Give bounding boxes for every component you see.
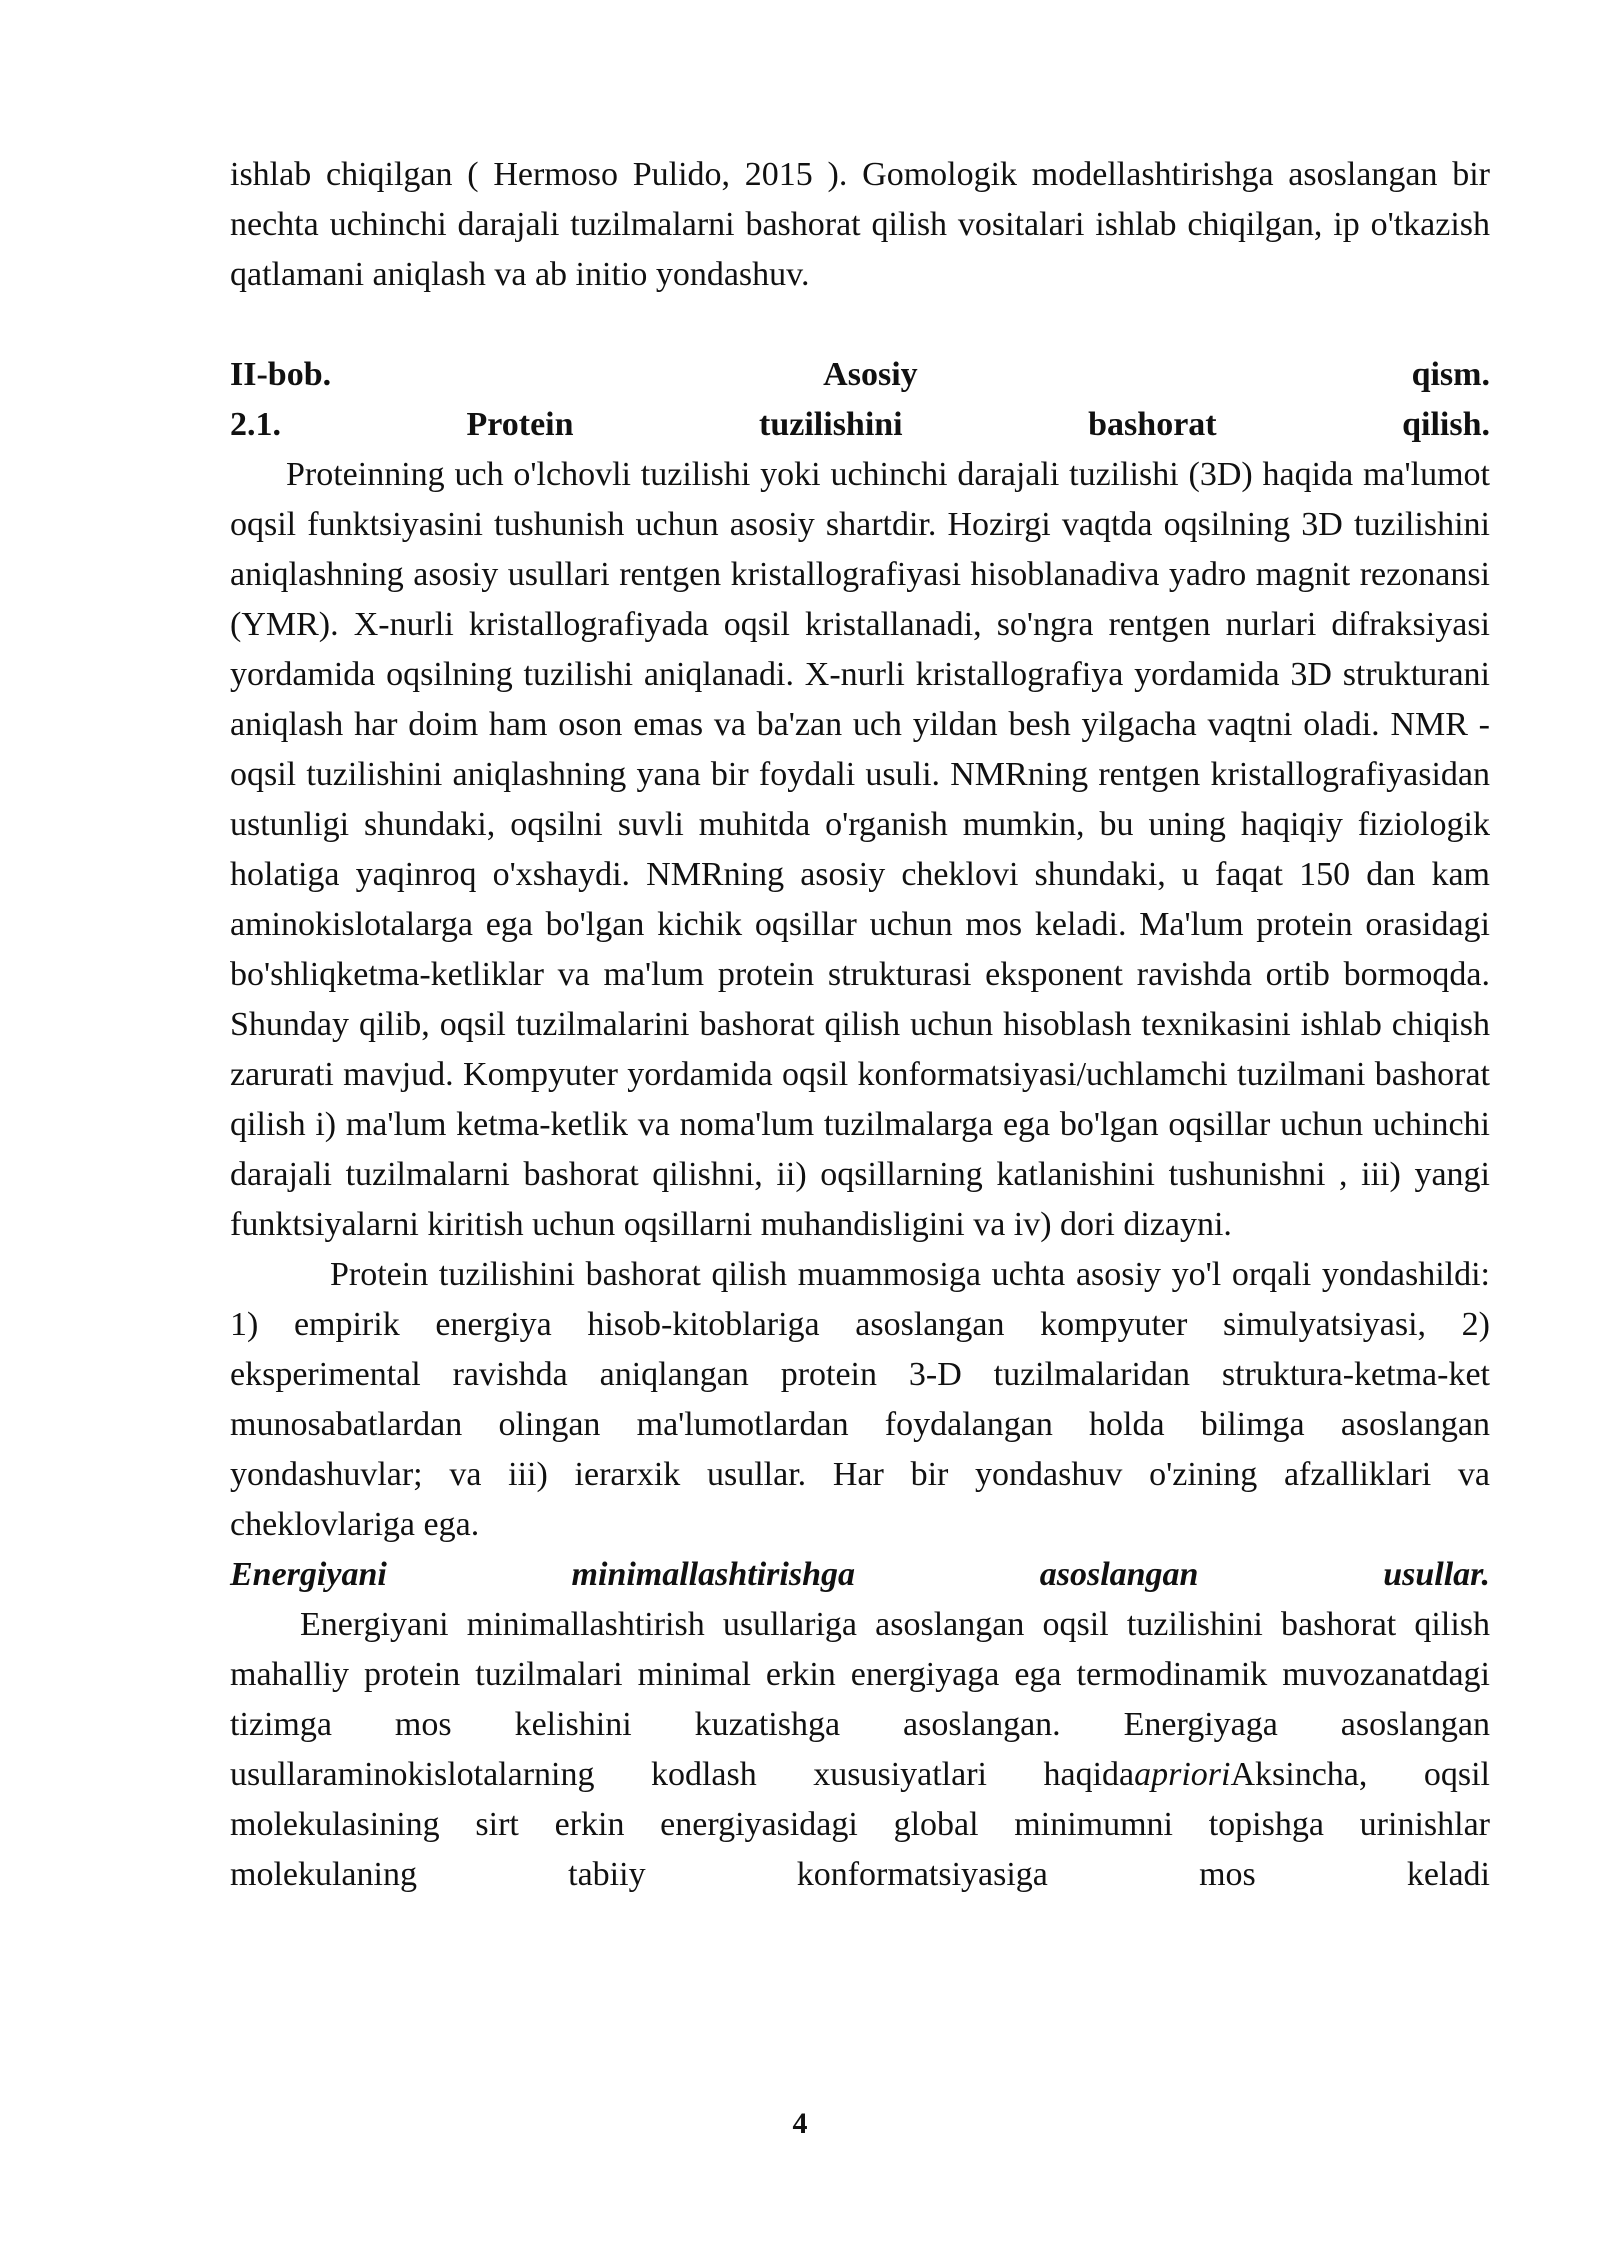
page-number: 4 (792, 2107, 808, 2140)
document-page (230, 150, 1490, 1900)
paragraph-gap (230, 300, 1490, 350)
intro-paragraph: ishlab chiqilgan ( Hermoso Pulido, 2015 ). Gomologik modellashtirishga asoslangan bir nechta uchinchi darajali tuzilmalarni bashorat qilish vositalari ishlab chiqilgan, ip o'tkazish qatlamani aniqlash va ab initio yondashuv. (230, 156, 1490, 293)
body-paragraph-1: Proteinning uch o'lchovli tuzilishi yoki uchinchi darajali tuzilishi (3D) haqida ma'lumot oqsil funktsiyasini tushunish uchun asosiy shartdir. Hozirgi vaqtda oqsilning 3D tuzilishini aniqlashning asosiy usullari rentgen kristallografiyasi hisoblanadiva yadro magnit rezonansi (YMR). X-nurli kristallografiyada oqsil kristallanadi, so'ngra rentgen nurlari difraksiyasi yordamida oqsilning tuzilishi aniqlanadi. X-nurli kristallografiya yordamida 3D strukturani aniqlash har doim ham oson emas va ba'zan uch yildan besh yilgacha vaqtni oladi. NMR - oqsil tuzilishini aniqlashning yana bir foydali usuli. NMRning rentgen kristallografiyasidan ustunligi shundaki, oqsilni suvli muhitda o'rganish mumkin, bu uning haqiqiy fiziologik holatiga yaqinroq o'xshaydi. NMRning asosiy cheklovi shundaki, u faqat 150 dan kam aminokislotalarga ega bo'lgan kichik oqsillar uchun mos keladi. Ma'lum protein orasidagi bo'shliqketma-ketliklar va ma'lum protein strukturasi eksponent ravishda ortib bormoqda. Shunday qilib, oqsil tuzilmalarini bashorat qilish uchun hisoblash texnikasini ishlab chiqish zarurati mavjud. Kompyuter yordamida oqsil konformatsiyasi/uchlamchi tuzilmani bashorat qilish i) ma'lum ketma-ketlik va noma'lum tuzilmalarga ega bo'lgan oqsillar uchun uchinchi darajali tuzilmalarni bashorat qilishni, ii) oqsillarning katlanishini tushunishni , iii) yangi funktsiyalarni kiritish uchun oqsillarni muhandisligini va iv) dori dizayni. (230, 456, 1490, 1243)
paragraph-3-italic: apriori (1134, 1756, 1231, 1793)
section-title: 2.1. Protein tuzilishini bashorat qilish. (230, 406, 1490, 443)
paragraph-3-start: Energiyani minimallashtirish usullariga asoslangan oqsil tuzilishini bashorat qilish mahalliy protein tuzilmalari minimal erkin energiyaga ega termodinamik muvozanatdagi tizimga mos kelishini kuzatishga asoslangan. Energiyaga asoslangan usullaraminokislotalarning kodlash xususiyatlari haqida (230, 1606, 1490, 1793)
body-paragraph-2: Protein tuzilishini bashorat qilish muammosiga uchta asosiy yo'l orqali yondashildi: 1) empirik energiya hisob-kitoblariga asoslangan kompyuter simulyatsiyasi, 2) eksperimental ravishda aniqlangan protein 3-D tuzilmalaridan struktura-ketma-ket munosabatlardan olingan ma'lumotlardan foydalangan holda bilimga asoslangan yondashuvlar; va iii) ierarxik usullar. Har bir yondashuv o'zining afzalliklari va cheklovlariga ega. (230, 1256, 1490, 1543)
subheading: Energiyani minimallashtirishga asoslangan usullar. (230, 1556, 1490, 1593)
chapter-title: II-bob. Asosiy qism. (230, 356, 1490, 393)
body-paragraph-3 (230, 1600, 1490, 1900)
paragraph-3-end: Aksincha, oqsil molekulasining sirt erkin energiyasidagi global minimumni topishga urinishlar molekulaning tabiiy konformatsiyasiga mos keladi (230, 1756, 1490, 1893)
